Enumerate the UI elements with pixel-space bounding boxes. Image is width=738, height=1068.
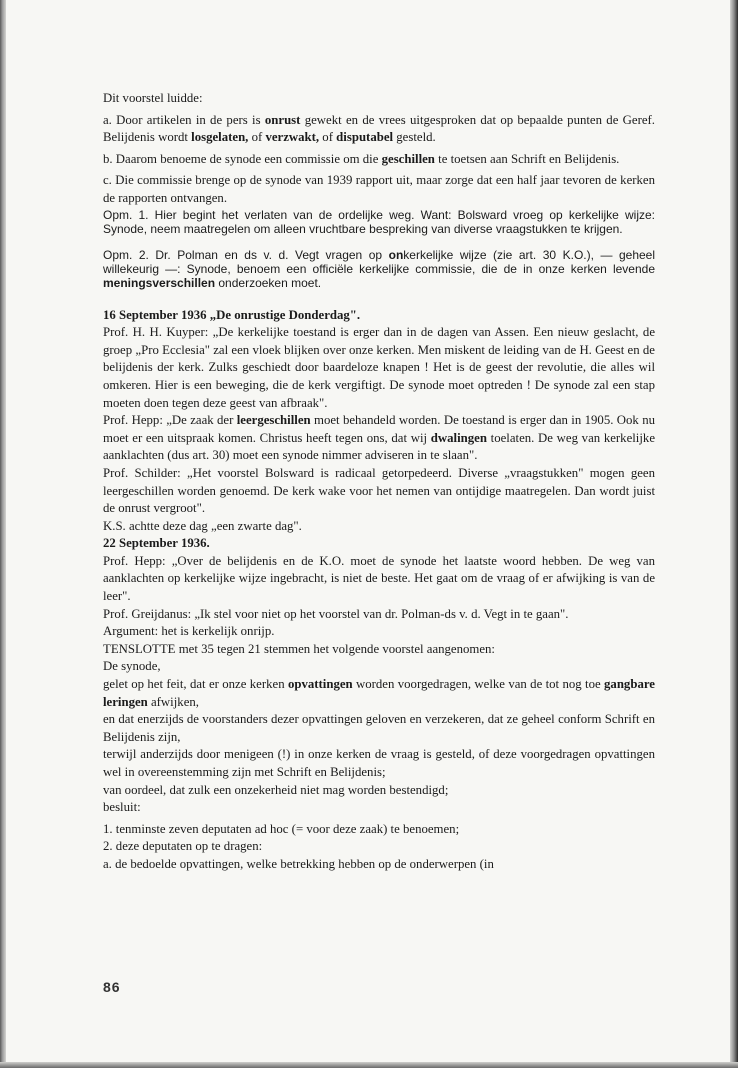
paragraph-greijdanus: Prof. Greijdanus: „Ik stel voor niet op het voorstel van dr. Polman-ds v. d. Vegt in te gaan". [103, 606, 569, 621]
paragraph-b: b. Daarom benoeme de synode een commissie om die geschillen te toetsen aan Schrift en Belijdenis. [103, 151, 620, 166]
page-right-edge [730, 0, 738, 1068]
page-number: 86 [103, 979, 121, 995]
paragraph-besluit: besluit: [103, 800, 141, 815]
body-text [103, 90, 655, 874]
paragraph-enerzijds: en dat enerzijds de voorstanders dezer opvattingen geloven en verzekeren, dat ze geheel conform Schrift en Belijdenis zijn, [103, 712, 655, 744]
list-item-a: a. de bedoelde opvattingen, welke betrekking hebben op de onderwerpen (in [103, 856, 494, 871]
paragraph-schilder: Prof. Schilder: „Het voorstel Bolsward is radicaal getorpedeerd. Diverse „vraagstukken" mogen geen leergeschillen worden genoemd. De kerk wake voor het nemen van ontijdige maatregelen. Dan wordt juist de onrust vergroot". [103, 465, 655, 516]
list-item-1: 1. tenminste zeven deputaten ad hoc (= voor deze zaak) te benoemen; [103, 821, 460, 836]
paragraph-gelet: gelet op het feit, dat er onze kerken opvattingen worden voorgedragen, welke van de tot nog toe gangbare leringen afwijken, [103, 677, 655, 709]
paragraph-kuyper: Prof. H. H. Kuyper: „De kerkelijke toestand is erger dan in de dagen van Assen. Een nieuw geslacht, de groep „Pro Ecclesia" zal een vloek blijken over onze kerken. Men miskent de leiding van de H. Geest en de belijdenis der kerk. Zulks geschiedt door baardeloze knapen ! Het is de geest der revolutie, die alles wil omkeren. Hier is een beweging, die de kerk vergiftigt. De synode moet optreden ! De synode zal een stap moeten doen tegen deze geest van afbraak". [103, 325, 655, 410]
paragraph-a: a. Door artikelen in de pers is onrust gewekt en de vrees uitgesproken dat op bepaalde punten de Geref. Belijdenis wordt losgelaten, of verzwakt, of disputabel gesteld. [103, 112, 655, 145]
heading-16-september: 16 September 1936 „De onrustige Donderdag". [103, 307, 361, 322]
paragraph-oordeel: van oordeel, dat zulk een onzekerheid niet mag worden bestendigd; [103, 782, 449, 797]
paragraph-c: c. Die commissie brenge op de synode van 1939 rapport uit, maar zorge dat een half jaar tevoren de kerken de rapporten ontvangen. [103, 173, 655, 205]
paragraph-tenslotte: TENSLOTTE met 35 tegen 21 stemmen het volgende voorstel aangenomen: [103, 641, 495, 656]
paragraph-argument: Argument: het is kerkelijk onrijp. [103, 624, 275, 639]
note-opm-1: Opm. 1. Hier begint het verlaten van de ordelijke weg. Want: Bolsward vroeg op kerkelijke wijze: Synode, neem maatregelen om alleen vruchtbare bespreking van diverse vraagstukken te krijgen. [103, 207, 655, 236]
paragraph-intro: Dit voorstel luidde: [103, 91, 203, 105]
paragraph-synode: De synode, [103, 659, 161, 674]
paragraph-anderzijds: terwijl anderzijds door menigeen (!) in onze kerken de vraag is gesteld, of deze voorgedragen opvattingen wel in overeenstemming zijn met Schrift en Belijdenis; [103, 747, 655, 779]
paragraph-ks: K.S. achtte deze dag „een zwarte dag". [103, 518, 302, 533]
page-bottom-edge [0, 1062, 738, 1068]
heading-22-september: 22 September 1936. [103, 536, 210, 551]
list-item-2: 2. deze deputaten op te dragen: [103, 839, 263, 854]
paragraph-hepp-2: Prof. Hepp: „Over de belijdenis en de K.O. moet de synode het laatste woord hebben. De weg van aanklachten op kerkelijke wijze ingebracht, is niet de beste. Het gaat om de vraag of er afwijking is van de leer". [103, 553, 655, 604]
paragraph-hepp-1: Prof. Hepp: „De zaak der leergeschillen moet behandeld worden. De toestand is erger dan in 1905. Ook nu moet er een uitspraak komen. Christus heeft tegen ons, dat wij dwalingen toelaten. De weg van kerkelijke aanklachten (dus art. 30) moet een synode nimmer adviseren in te slaan". [103, 413, 655, 463]
note-opm-2: Opm. 2. Dr. Polman en ds v. d. Vegt vragen op onkerkelijke wijze (zie art. 30 K.O.), — geheel willekeurig —: Synode, benoem een officiële kerkelijke commissie, die de in onze kerken levende meningsverschillen onderzoeken moet. [103, 247, 656, 290]
